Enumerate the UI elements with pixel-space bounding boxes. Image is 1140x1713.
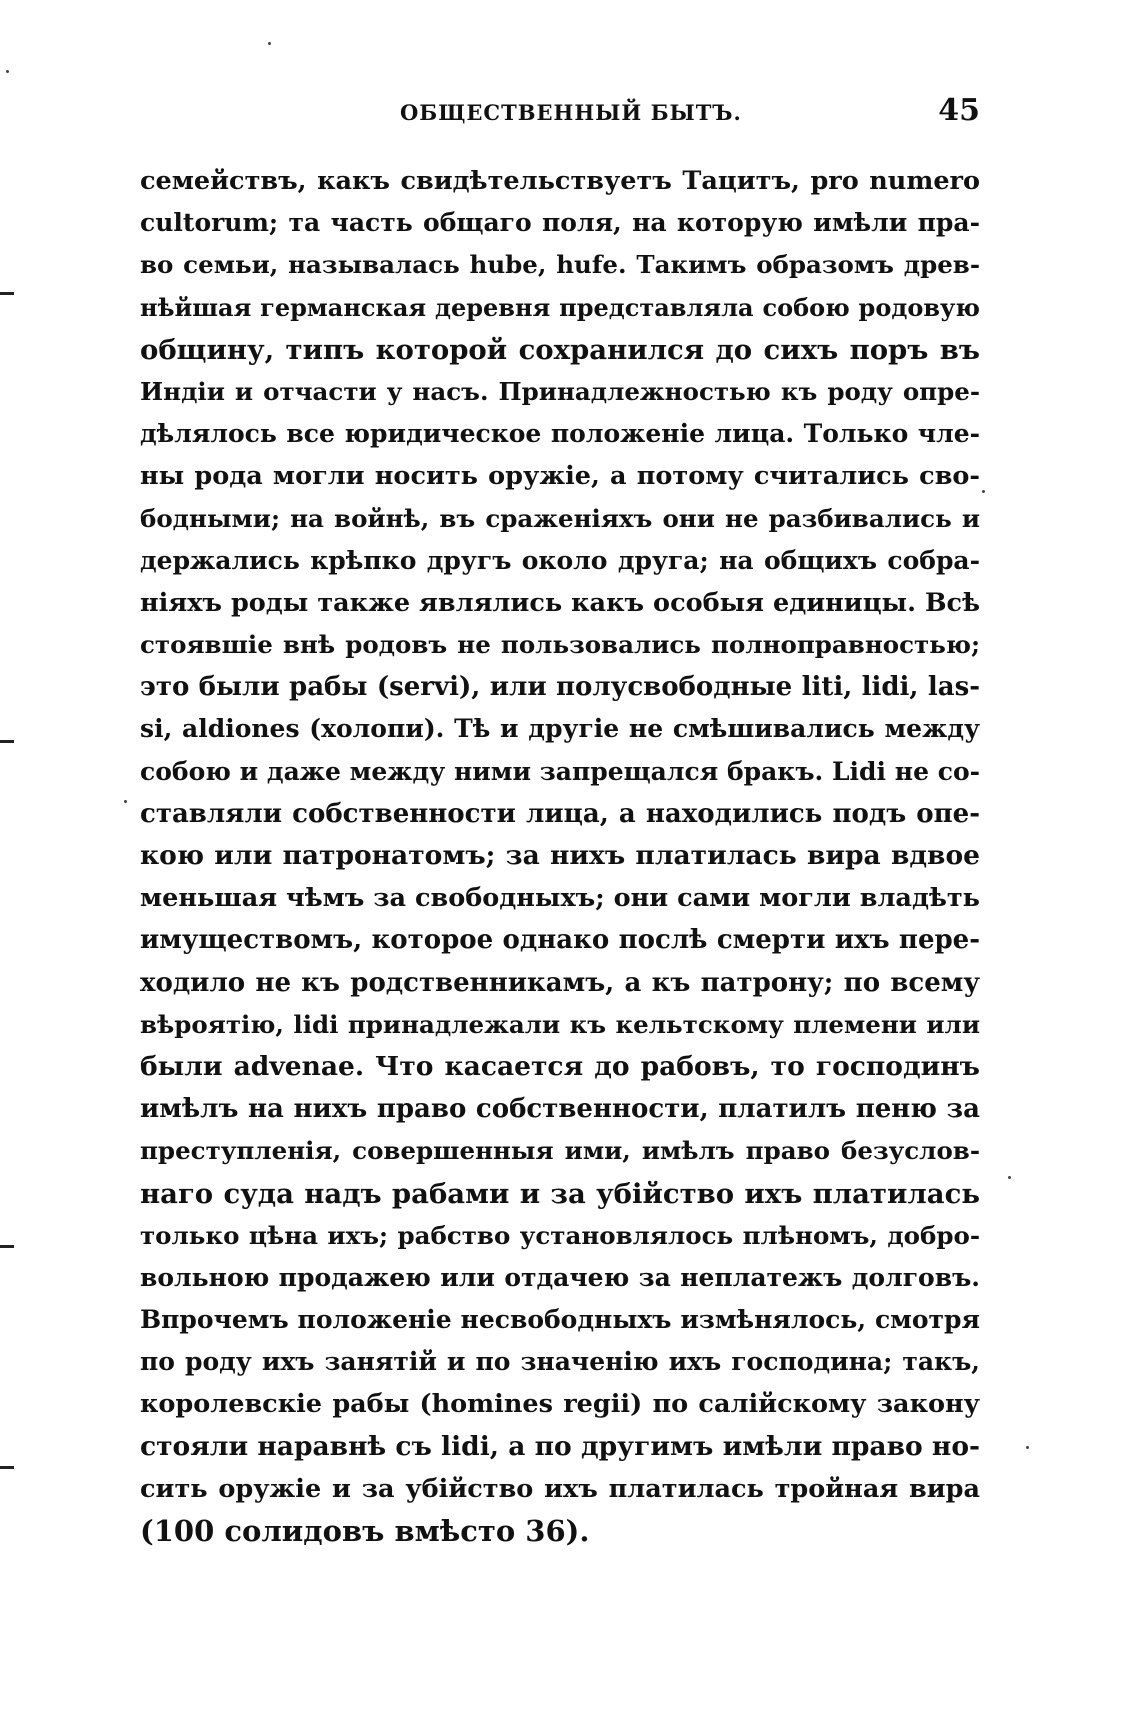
text-line: наго суда надъ рабами и за убійство ихъ платилась	[140, 1177, 980, 1210]
text-line: общину, типъ которой сохранился до сихъ поръ въ	[140, 333, 980, 366]
text-line: cultorum; та часть общаго поля, на которую имѣли пра-	[140, 208, 980, 238]
scan-speck	[124, 800, 127, 803]
margin-mark	[0, 292, 14, 295]
text-line: по роду ихъ занятій и по значенію ихъ господина; такъ,	[140, 1347, 980, 1377]
text-line: вольною продажею или отдачею за неплатежъ долговъ.	[140, 1262, 980, 1292]
text-line: стояли наравнѣ съ lidi, а по другимъ имѣли право но-	[140, 1430, 980, 1462]
text-line: ны рода могли носить оружіе, а потому считались сво-	[140, 461, 980, 492]
text-line: дѣлялось все юридическое положеніе лица. Только чле-	[140, 419, 980, 449]
text-line: вѣроятію, lidi принадлежали къ кельтскому племени или	[140, 1009, 980, 1039]
body-text	[140, 160, 980, 1552]
text-line: были advenae. Что касается до рабовъ, то господинъ	[140, 1050, 980, 1082]
text-line: во семьи, называлась hube, hufe. Такимъ образомъ древ-	[140, 250, 980, 280]
text-line: Впрочемъ положеніе несвободныхъ измѣнялось, смотря	[140, 1305, 980, 1335]
text-line: это были рабы (servi), или полусвободные liti, lidi, las-	[140, 672, 980, 703]
text-line: кою или патронатомъ; за нихъ платилась вира вдвое	[140, 840, 980, 871]
text-line: меньшая чѣмъ за свободныхъ; они сами могли владѣть	[140, 883, 980, 914]
running-title: ОБЩЕСТВЕННЫЙ БЫТЪ.	[400, 100, 742, 125]
margin-mark	[0, 740, 14, 743]
margin-mark	[0, 1466, 14, 1469]
text-line: собою и даже между ними запрещался бракъ. Lidi не со-	[140, 756, 980, 786]
margin-mark	[0, 1245, 14, 1248]
text-line: держались крѣпко другъ около друга; на общихъ собра-	[140, 545, 980, 575]
text-line: стоявшіе внѣ родовъ не пользовались полноправностью;	[140, 630, 980, 660]
page-header	[140, 93, 980, 138]
text-line: ніяхъ роды также являлись какъ особыя единицы. Всѣ	[140, 587, 980, 618]
page-number: 45	[938, 93, 980, 128]
text-line: Индіи и отчасти у насъ. Принадлежностью къ роду опре-	[140, 376, 980, 406]
text-line: бодными; на войнѣ, въ сраженіяхъ они не разбивались и	[140, 503, 980, 533]
text-line: si, aldiones (холопи). Тѣ и другіе не смѣшивались между	[140, 714, 980, 744]
text-line: сить оружіе и за убійство ихъ платилась тройная вира	[140, 1473, 980, 1504]
text-line: имѣлъ на нихъ право собственности, платилъ пеню за	[140, 1094, 980, 1125]
text-line: имуществомъ, которое однако послѣ смерти ихъ пере-	[140, 925, 980, 956]
text-line: ходило не къ родственникамъ, а къ патрону; по всему	[140, 967, 980, 998]
text-line: семействъ, какъ свидѣтельствуетъ Тацитъ, pro numero	[140, 166, 980, 196]
scan-speck	[268, 42, 271, 45]
scan-speck	[1026, 1446, 1029, 1449]
text-line: только цѣна ихъ; рабство установлялось плѣномъ, добро-	[140, 1220, 980, 1250]
text-line: ставляли собственности лица, а находились подъ опе-	[140, 798, 980, 829]
scan-speck	[6, 70, 9, 73]
text-line: королевскіе рабы (homines regii) по салійскому закону	[140, 1389, 980, 1420]
scan-speck	[982, 490, 985, 493]
text-line: преступленія, совершенныя ими, имѣлъ право безуслов-	[140, 1136, 980, 1166]
scan-speck	[1008, 1176, 1011, 1179]
text-line: нѣйшая германская деревня представляла собою родовую	[140, 292, 980, 322]
text-line: (100 солидовъ вмѣсто 36).	[140, 1514, 590, 1548]
